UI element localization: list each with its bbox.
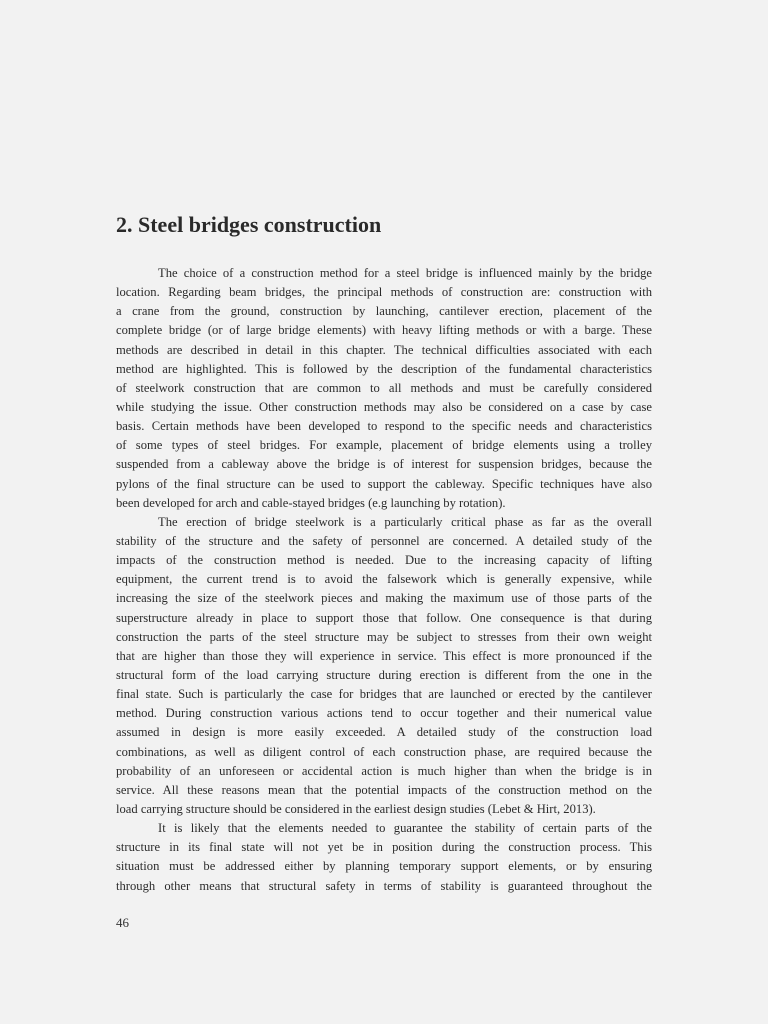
text-line: load carrying structure should be considered in the earliest design studies (Lebet & Hirt, 2013). [116,801,596,816]
paragraph [116,819,652,896]
body-text [116,264,652,896]
page-number: 46 [116,915,129,930]
text-line: pylons of the final structure can be used to support the cableway. Specific techniques have also [116,476,652,491]
text-line: superstructure already in place to support those that follow. One consequence is that during [116,610,652,625]
text-line: structure in its final state will not yet be in position during the construction process. This [116,840,652,855]
chapter-heading: 2. Steel bridges construction [116,212,382,237]
text-line: a crane from the ground, construction by launching, cantilever erection, placement of the [116,304,652,319]
text-line: construction the parts of the steel structure may be subject to stresses from their own weight [116,629,652,644]
text-line: structural form of the load carrying structure during erection is different from the one in the [116,667,652,682]
text-line: The choice of a construction method for a steel bridge is influenced mainly by the bridge [158,266,652,280]
text-line: probability of an unforeseen or accidental action is much higher than when the bridge is in [116,763,652,778]
text-line: assumed in design is more easily exceeded. A detailed study of the construction load [116,725,652,740]
text-line: location. Regarding beam bridges, the principal methods of construction are: construction with [116,285,652,300]
text-line: of some types of steel bridges. For example, placement of bridge elements using a trolley [116,438,652,453]
text-line: basis. Certain methods have been developed to respond to the specific needs and characteristics [116,419,652,434]
text-line: equipment, the current trend is to avoid the falsework which is generally expensive, while [116,572,652,587]
text-line: final state. Such is particularly the case for bridges that are launched or erected by the cantilever [116,687,652,702]
text-line: method are highlighted. This is followed by the description of the fundamental characteristics [116,361,652,376]
text-line: stability of the structure and the safety of personnel are concerned. A detailed study of the [116,533,652,548]
text-line: The erection of bridge steelwork is a particularly critical phase as far as the overall [158,514,652,529]
text-line: methods are described in detail in this chapter. The technical difficulties associated with each [116,342,652,357]
text-line: of steelwork construction that are common to all methods and must be carefully considered [116,380,652,395]
text-line: been developed for arch and cable-stayed bridges (e.g launching by rotation). [116,495,506,510]
text-line: through other means that structural safety in terms of stability is guaranteed throughout the [116,878,652,893]
text-line: service. All these reasons mean that the potential impacts of the construction method on the [116,782,652,797]
text-line: situation must be addressed either by planning temporary support elements, or by ensuring [116,859,652,874]
paragraph [116,513,652,819]
text-line: impacts of the construction method is needed. Due to the increasing capacity of lifting [116,553,652,568]
text-line: increasing the size of the steelwork pieces and making the maximum use of those parts of the [116,591,652,606]
text-line: suspended from a cableway above the bridge is of interest for suspension bridges, because the [116,457,652,472]
text-line: that are higher than those they will experience in service. This effect is more pronounced if the [116,648,652,663]
text-line: method. During construction various actions tend to occur together and their numerical value [116,706,652,721]
text-line: combinations, as well as diligent control of each construction phase, are required because the [116,744,652,759]
text-line: It is likely that the elements needed to guarantee the stability of certain parts of the [158,821,652,836]
text-line: complete bridge (or of large bridge elements) with heavy lifting methods or with a barge. These [116,323,652,338]
paragraph [116,264,652,513]
text-line: while studying the issue. Other construction methods may also be considered on a case by case [116,399,652,414]
